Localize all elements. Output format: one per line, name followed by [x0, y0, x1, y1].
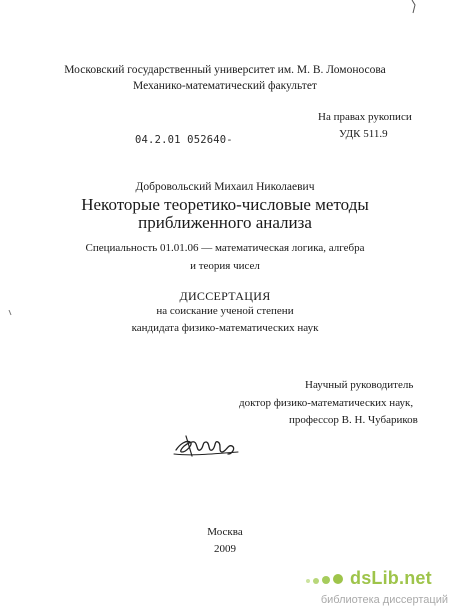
degree-line-2: кандидата физико-математических наук — [131, 322, 319, 334]
city: Москва — [207, 526, 243, 538]
registration-stamp: 04.2.01 052640- — [135, 134, 233, 146]
faculty-name: Механико-математический факультет — [133, 80, 317, 92]
manuscript-rights: На правах рукописи — [318, 111, 412, 123]
dissertation-heading: ДИССЕРТАЦИЯ — [179, 289, 271, 303]
watermark-logo-text: dsLib.net — [350, 568, 432, 588]
year: 2009 — [214, 543, 236, 555]
degree-line-1: на соискание ученой степени — [156, 305, 294, 317]
author-name: Добровольский Михаил Николаевич — [135, 181, 315, 193]
scan-mark-top — [411, 0, 417, 14]
watermark-tagline: библиотека диссертаций — [320, 594, 448, 606]
udc-code: УДК 511.9 — [339, 128, 388, 140]
university-name: Московский государственный университет им. М. В. Ломоносова — [64, 64, 386, 76]
specialty-line-2: и теория чисел — [190, 260, 260, 272]
supervisor-name: профессор В. Н. Чубариков — [289, 414, 418, 426]
supervisor-label: Научный руководитель — [305, 379, 414, 391]
supervisor-degree: доктор физико-математических наук, — [239, 397, 414, 409]
specialty-line-1: Специальность 01.01.06 — математическая логика, алгебра — [85, 242, 365, 254]
thesis-title-line-2: приближенного анализа — [138, 213, 312, 232]
dslib-watermark — [300, 568, 448, 614]
handwritten-signature — [172, 430, 242, 464]
dslib-logo-icon — [300, 570, 352, 588]
thesis-title-line-1: Некоторые теоретико-числовые методы — [81, 195, 369, 214]
